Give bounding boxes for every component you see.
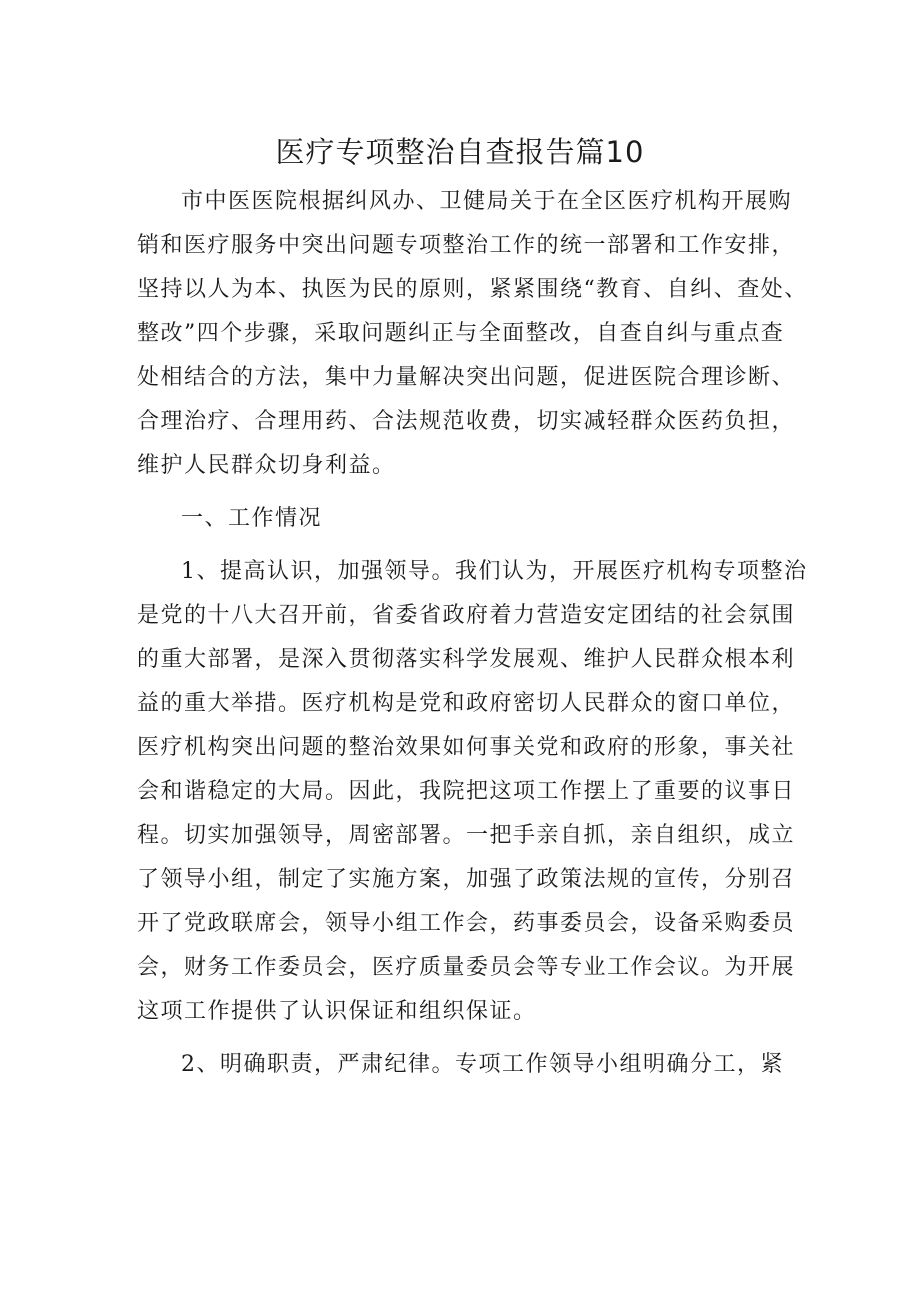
paragraph-gap <box>137 541 787 550</box>
text-line: 这项工作提供了认识保证和组织保证。 <box>137 999 537 1024</box>
text-line: 益的重大举措。医疗机构是党和政府密切人民群众的窗口单位， <box>137 691 796 716</box>
section-heading-block <box>137 497 787 541</box>
intro-paragraph <box>137 180 808 488</box>
text-line: 程。切实加强领导，周密部署。一把手亲自抓，亲自组织，成立 <box>137 823 796 848</box>
paragraph-gap <box>137 488 787 497</box>
text-line: 了领导小组，制定了实施方案，加强了政策法规的宣传，分别召 <box>137 867 796 892</box>
text-line: 的重大部署，是深入贯彻落实科学发展观、维护人民群众根本利 <box>137 647 796 672</box>
item1-paragraph <box>137 550 808 1034</box>
text-line: 整改”四个步骤，采取问题纠正与全面整改，自查自纠与重点查 <box>137 321 785 346</box>
item2-paragraph <box>137 1043 787 1087</box>
text-line: 合理治疗、合理用药、合法规范收费，切实减轻群众医药负担， <box>137 409 796 434</box>
paragraph-gap <box>137 1034 787 1043</box>
text-line: 1、提高认识，加强领导。我们认为，开展医疗机构专项整治 <box>181 559 808 584</box>
text-line: 2、明确职责，严肃纪律。专项工作领导小组明确分工，紧 <box>181 1052 784 1077</box>
text-line: 是党的十八大召开前，省委省政府着力营造安定团结的社会氛围 <box>137 603 796 628</box>
text-line: 处相结合的方法，集中力量解决突出问题，促进医院合理诊断、 <box>137 365 796 390</box>
text-line: 开了党政联席会，领导小组工作会，药事委员会，设备采购委员 <box>137 911 796 936</box>
document-body <box>137 180 808 1087</box>
text-line: 医疗机构突出问题的整治效果如何事关党和政府的形象，事关社 <box>137 735 796 760</box>
text-line: 维护人民群众切身利益。 <box>137 453 396 478</box>
text-line: 坚持以人为本、执医为民的原则，紧紧围绕“教育、自纠、查处、 <box>137 277 808 302</box>
section-heading: 一、工作情况 <box>181 506 323 531</box>
text-line: 销和医疗服务中突出问题专项整治工作的统一部署和工作安排， <box>137 233 796 258</box>
text-line: 会和谐稳定的大局。因此，我院把这项工作摆上了重要的议事日 <box>137 779 796 804</box>
text-line: 会，财务工作委员会，医疗质量委员会等专业工作会议。为开展 <box>137 955 796 980</box>
document-title: 医疗专项整治自查报告篇10 <box>275 135 645 169</box>
text-line: 市中医医院根据纠风办、卫健局关于在全区医疗机构开展购 <box>181 189 793 214</box>
